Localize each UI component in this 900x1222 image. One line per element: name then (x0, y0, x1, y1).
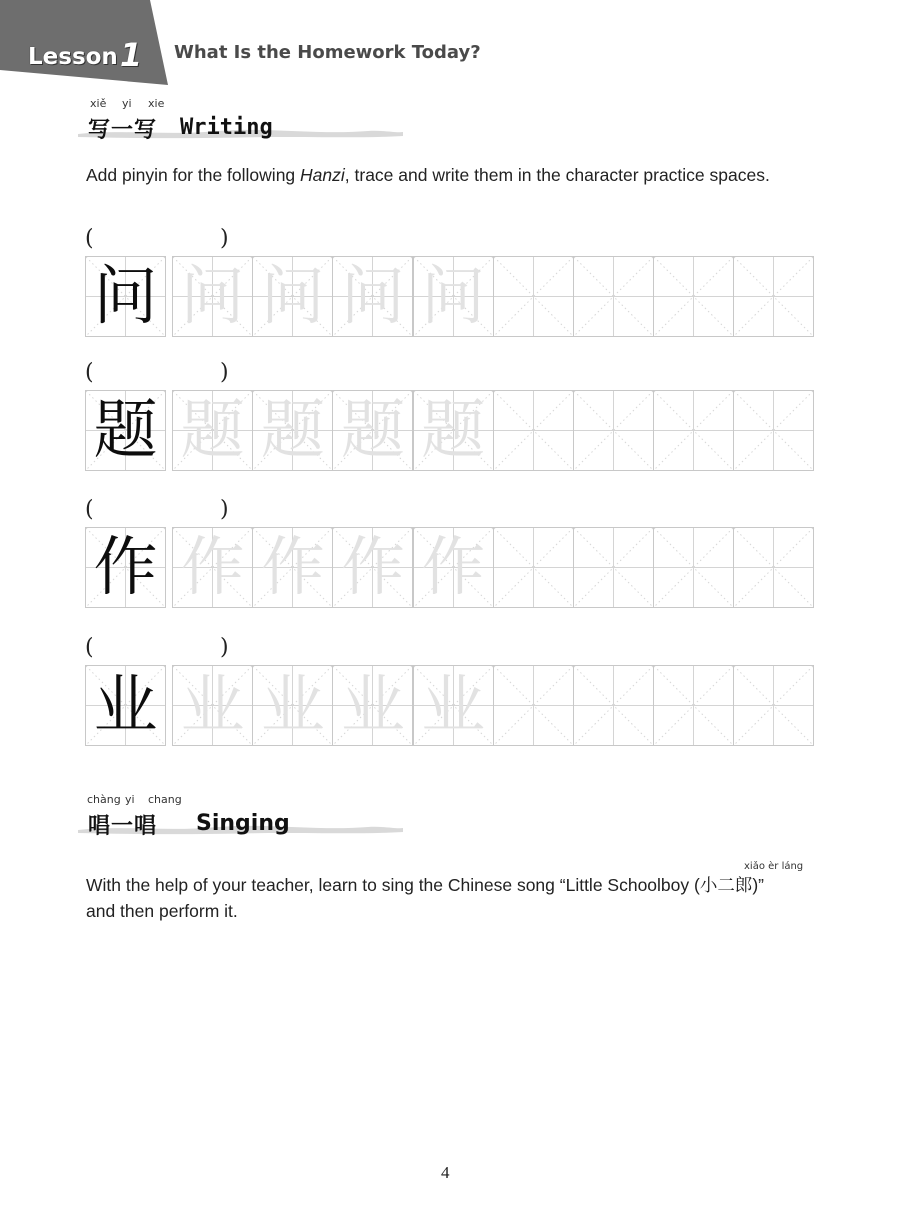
trace-character-cell[interactable] (413, 256, 494, 337)
empty-practice-cell[interactable] (573, 390, 654, 471)
tian-zi-grid-guides (654, 666, 733, 745)
empty-practice-cell[interactable] (653, 527, 734, 608)
model-character-cell (85, 665, 166, 746)
tian-zi-grid-guides (734, 528, 813, 607)
trace-character: 题 (340, 393, 405, 468)
lesson-word: Lesson (28, 44, 118, 70)
empty-practice-cell[interactable] (493, 390, 574, 471)
model-character: 问 (93, 259, 158, 334)
open-paren: ( (85, 497, 94, 522)
trace-character-cell[interactable] (413, 390, 494, 471)
empty-practice-cell[interactable] (653, 665, 734, 746)
trace-character-cell[interactable] (332, 665, 413, 746)
tian-zi-grid-guides (574, 666, 653, 745)
model-character-cell (85, 527, 166, 608)
trace-character: 题 (421, 393, 486, 468)
writing-pinyin: xiě yi xie (90, 97, 165, 110)
practice-row (85, 226, 815, 351)
tian-zi-grid-guides (574, 257, 653, 336)
singing-instruction-line-2: and then perform it. (86, 901, 238, 921)
tian-zi-grid-guides (654, 528, 733, 607)
open-paren: ( (85, 635, 94, 660)
tian-zi-grid-guides (654, 391, 733, 470)
trace-character: 业 (340, 668, 405, 743)
lesson-title: What Is the Homework Today? (174, 42, 481, 63)
singing-instruction-line-1: With the help of your teacher, learn to sing the Chinese song “Little Schoolboy (小二郎)” (86, 875, 764, 895)
tian-zi-grid-guides (734, 666, 813, 745)
lesson-label (28, 34, 142, 72)
pinyin-answer-field[interactable] (85, 635, 235, 665)
trace-character: 业 (260, 668, 325, 743)
trace-character: 题 (260, 393, 325, 468)
tian-zi-grid-guides (734, 257, 813, 336)
trace-character: 作 (340, 530, 405, 605)
trace-character-cell[interactable] (413, 527, 494, 608)
trace-character: 问 (260, 259, 325, 334)
empty-practice-cell[interactable] (653, 256, 734, 337)
tian-zi-grid-guides (494, 666, 573, 745)
empty-practice-cell[interactable] (493, 256, 574, 337)
tian-zi-grid-guides (494, 528, 573, 607)
page-number: 4 (441, 1163, 450, 1182)
trace-character: 作 (180, 530, 245, 605)
trace-character-cell[interactable] (252, 527, 333, 608)
model-character: 业 (93, 668, 158, 743)
trace-character-cell[interactable] (252, 256, 333, 337)
empty-practice-cell[interactable] (573, 527, 654, 608)
trace-character-cell[interactable] (252, 665, 333, 746)
lesson-number: 1 (119, 36, 143, 74)
tian-zi-grid-guides (654, 257, 733, 336)
open-paren: ( (85, 360, 94, 385)
trace-character-cell[interactable] (172, 256, 253, 337)
singing-english-title: Singing (196, 811, 290, 836)
trace-character-cell[interactable] (332, 256, 413, 337)
writing-english-title: Writing (180, 115, 273, 140)
model-character-cell (85, 390, 166, 471)
pinyin-answer-field[interactable] (85, 360, 235, 390)
open-paren: ( (85, 226, 94, 251)
writing-section-header (78, 97, 408, 147)
trace-character-cell[interactable] (172, 665, 253, 746)
tian-zi-grid-guides (574, 391, 653, 470)
singing-section-header (78, 793, 408, 843)
practice-row (85, 635, 815, 760)
model-character: 题 (93, 393, 158, 468)
singing-instruction (86, 872, 764, 924)
pinyin-answer-field[interactable] (85, 226, 235, 256)
trace-character: 作 (421, 530, 486, 605)
empty-practice-cell[interactable] (493, 665, 574, 746)
trace-character-cell[interactable] (413, 665, 494, 746)
empty-practice-cell[interactable] (573, 665, 654, 746)
singing-chinese-title: 唱一唱 (88, 814, 158, 839)
model-character: 作 (93, 530, 158, 605)
empty-practice-cell[interactable] (573, 256, 654, 337)
writing-instruction: Add pinyin for the following Hanzi, trace and write them in the character practice spaces. (86, 165, 770, 185)
empty-practice-cell[interactable] (493, 527, 574, 608)
singing-pinyin: chàng yi chang (87, 793, 182, 806)
trace-character: 作 (260, 530, 325, 605)
trace-character: 业 (180, 668, 245, 743)
lesson-tab (0, 0, 172, 86)
close-paren: ) (220, 360, 229, 385)
empty-practice-cell[interactable] (733, 665, 814, 746)
trace-character: 题 (180, 393, 245, 468)
trace-character-cell[interactable] (252, 390, 333, 471)
trace-character: 业 (421, 668, 486, 743)
tian-zi-grid-guides (494, 257, 573, 336)
tian-zi-grid-guides (494, 391, 573, 470)
trace-character-cell[interactable] (332, 527, 413, 608)
pinyin-answer-field[interactable] (85, 497, 235, 527)
song-title-pinyin: xiǎo èr láng (744, 861, 804, 872)
trace-character-cell[interactable] (172, 527, 253, 608)
tian-zi-grid-guides (574, 528, 653, 607)
tian-zi-grid-guides (734, 391, 813, 470)
model-character-cell (85, 256, 166, 337)
empty-practice-cell[interactable] (733, 256, 814, 337)
trace-character-cell[interactable] (332, 390, 413, 471)
empty-practice-cell[interactable] (733, 527, 814, 608)
close-paren: ) (220, 226, 229, 251)
trace-character: 问 (421, 259, 486, 334)
trace-character: 问 (340, 259, 405, 334)
empty-practice-cell[interactable] (653, 390, 734, 471)
empty-practice-cell[interactable] (733, 390, 814, 471)
trace-character-cell[interactable] (172, 390, 253, 471)
close-paren: ) (220, 497, 229, 522)
practice-row (85, 360, 815, 485)
writing-chinese-title: 写一写 (88, 118, 158, 143)
close-paren: ) (220, 635, 229, 660)
trace-character: 问 (180, 259, 245, 334)
practice-row (85, 497, 815, 622)
